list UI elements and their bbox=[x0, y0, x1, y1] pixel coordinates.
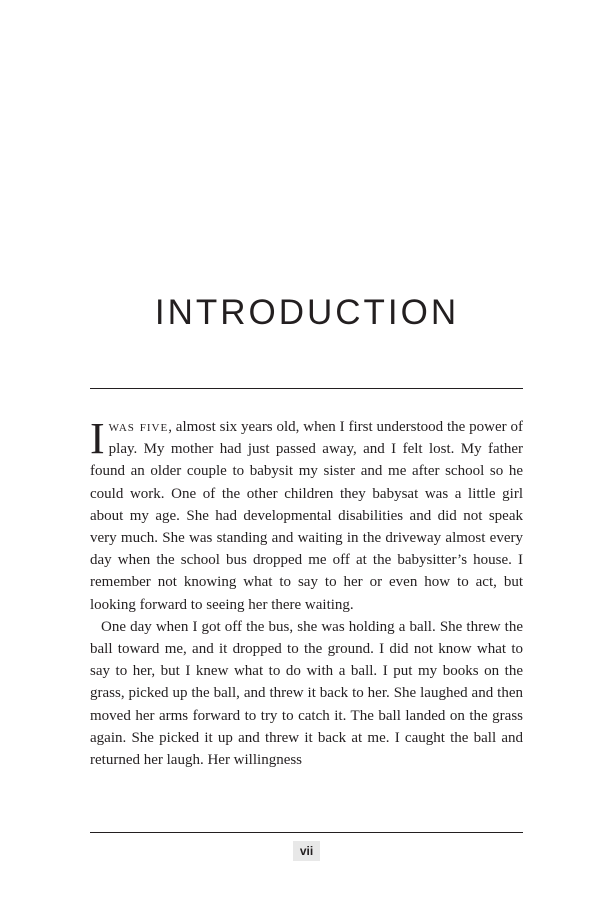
lead-in: was five bbox=[108, 419, 169, 435]
paragraph-2: One day when I got off the bus, she was holding a ball. She threw the ball toward me, and it dropped to the ground. I did not know what to say to her, but I knew what to do with a ball. I put my books on the grass, picked up the ball, and threw it back to her. She laughed and then moved her arms forward to try to catch it. The ball landed on the grass again. She picked it up and threw it back at me. I caught the ball and returned her laugh. Her willingness bbox=[90, 618, 523, 769]
paragraph-1-text: , almost six years old, when I first understood the power of play. My mother had just passed away, and I felt lost. My father found an older couple to babysit my sister and me after school so he could work. One of the other children they babysat was a little girl about my age. She had developmental disabilities and did not speak very much. She was standing and waiting in the driveway almost every day when the school bus dropped me off at the babysitter’s house. I remember not knowing what to say to her or even how to act, but looking forward to seeing her there waiting. bbox=[90, 419, 523, 613]
chapter-title: INTRODUCTION bbox=[154, 293, 460, 332]
body-text bbox=[90, 416, 523, 771]
paragraph-1 bbox=[90, 416, 523, 616]
page-number: vii bbox=[293, 841, 320, 861]
bottom-divider bbox=[90, 832, 523, 833]
top-divider bbox=[90, 388, 523, 389]
drop-cap: I bbox=[90, 414, 105, 463]
